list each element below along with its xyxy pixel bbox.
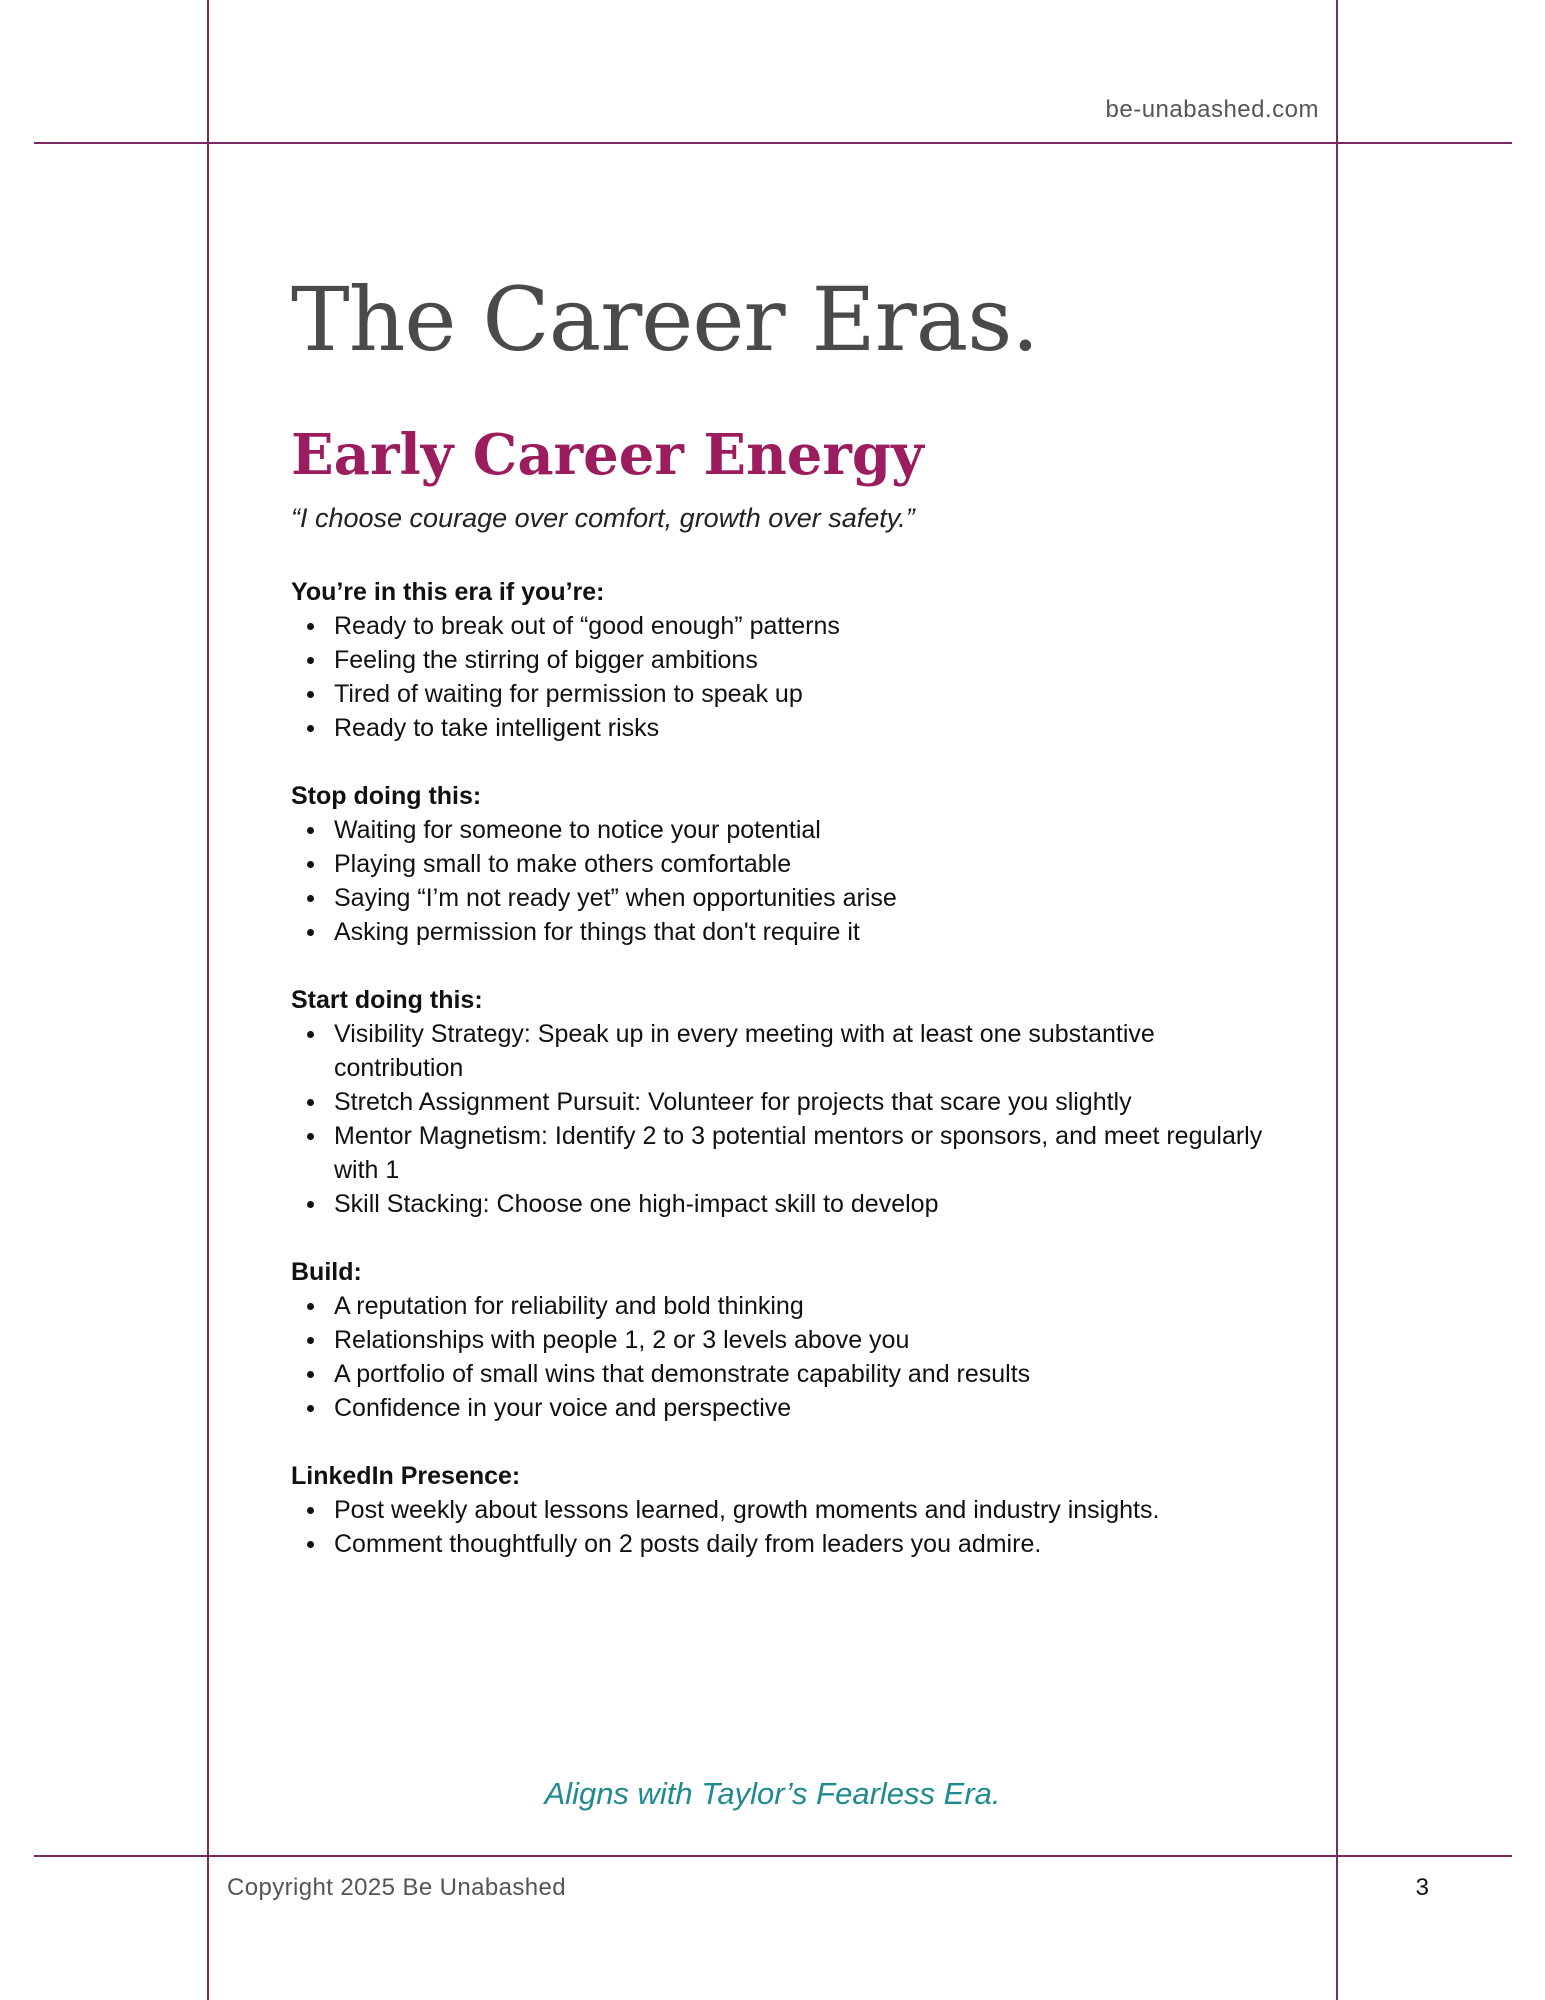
list-item: Saying “I’m not ready yet” when opportunities arise xyxy=(334,881,1271,915)
frame-line-right xyxy=(1336,0,1338,2000)
list-item: Skill Stacking: Choose one high-impact skill to develop xyxy=(334,1187,1271,1221)
bullet-list xyxy=(291,1493,1271,1561)
list-item: Asking permission for things that don't require it xyxy=(334,915,1271,949)
bullet-list xyxy=(291,609,1271,745)
list-item: Post weekly about lessons learned, growth moments and industry insights. xyxy=(334,1493,1271,1527)
block-in-this-era xyxy=(291,575,1271,745)
page-number: 3 xyxy=(1415,1874,1429,1901)
frame-line-top xyxy=(34,142,1512,144)
list-item: Playing small to make others comfortable xyxy=(334,847,1271,881)
content-body xyxy=(291,575,1271,1595)
block-heading: Stop doing this: xyxy=(291,782,482,810)
list-item: A portfolio of small wins that demonstrate capability and results xyxy=(334,1357,1271,1391)
list-item: Ready to break out of “good enough” patterns xyxy=(334,609,1271,643)
list-item: Stretch Assignment Pursuit: Volunteer for projects that scare you slightly xyxy=(334,1085,1271,1119)
copyright-footer: Copyright 2025 Be Unabashed xyxy=(227,1874,567,1901)
page-title: The Career Eras. xyxy=(291,268,1039,371)
block-stop-doing xyxy=(291,779,1271,949)
section-title: Early Career Energy xyxy=(291,422,924,488)
bullet-list xyxy=(291,1017,1271,1221)
bullet-list xyxy=(291,1289,1271,1425)
list-item: Visibility Strategy: Speak up in every meeting with at least one substantive contribution xyxy=(334,1017,1271,1085)
list-item: Comment thoughtfully on 2 posts daily from leaders you admire. xyxy=(334,1527,1271,1561)
list-item: Tired of waiting for permission to speak up xyxy=(334,677,1271,711)
bullet-list xyxy=(291,813,1271,949)
tagline: Aligns with Taylor’s Fearless Era. xyxy=(544,1776,1001,1811)
site-url: be-unabashed.com xyxy=(1105,96,1319,123)
frame-line-bottom xyxy=(34,1855,1512,1857)
list-item: Feeling the stirring of bigger ambitions xyxy=(334,643,1271,677)
block-heading: Build: xyxy=(291,1258,362,1286)
list-item: Relationships with people 1, 2 or 3 levels above you xyxy=(334,1323,1271,1357)
frame-line-left xyxy=(207,0,209,2000)
section-quote: “I choose courage over comfort, growth over safety.” xyxy=(291,503,915,533)
block-heading: LinkedIn Presence: xyxy=(291,1462,521,1490)
list-item: Ready to take intelligent risks xyxy=(334,711,1271,745)
block-heading: You’re in this era if you’re: xyxy=(291,578,605,606)
block-linkedin-presence xyxy=(291,1459,1271,1561)
block-start-doing xyxy=(291,983,1271,1221)
list-item: Waiting for someone to notice your potential xyxy=(334,813,1271,847)
list-item: Mentor Magnetism: Identify 2 to 3 potential mentors or sponsors, and meet regularly with 1 xyxy=(334,1119,1271,1187)
list-item: A reputation for reliability and bold thinking xyxy=(334,1289,1271,1323)
list-item: Confidence in your voice and perspective xyxy=(334,1391,1271,1425)
block-heading: Start doing this: xyxy=(291,986,483,1014)
block-build xyxy=(291,1255,1271,1425)
